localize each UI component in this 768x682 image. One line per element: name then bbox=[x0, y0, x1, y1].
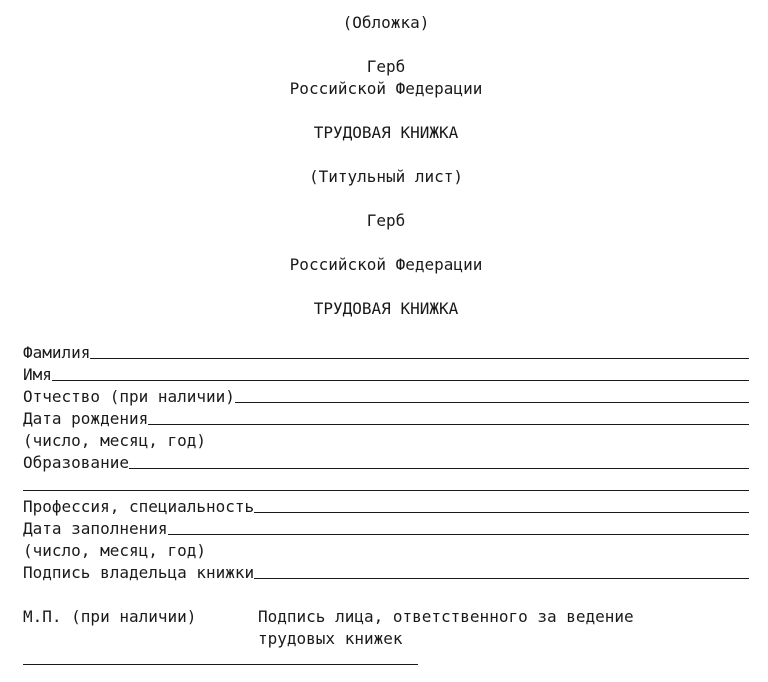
fill-date-label: Дата заполнения bbox=[23, 519, 168, 538]
education-extra-line[interactable] bbox=[23, 490, 749, 491]
title-page-emblem-line1: Герб bbox=[366, 211, 406, 230]
fill-date-line[interactable] bbox=[168, 534, 750, 535]
education-extra-field[interactable] bbox=[23, 474, 749, 496]
birth-date-field[interactable] bbox=[23, 408, 749, 430]
surname-field[interactable] bbox=[23, 342, 749, 364]
footer-row bbox=[23, 606, 749, 650]
profession-field[interactable] bbox=[23, 496, 749, 518]
stamp-label: М.П. (при наличии) bbox=[23, 607, 197, 626]
profession-line[interactable] bbox=[254, 512, 749, 513]
patronymic-line[interactable] bbox=[235, 402, 749, 403]
cover-note: (Обложка) bbox=[342, 13, 430, 32]
cover-title: ТРУДОВАЯ КНИЖКА bbox=[313, 123, 459, 142]
education-label: Образование bbox=[23, 453, 129, 472]
surname-line[interactable] bbox=[90, 358, 749, 359]
patronymic-label: Отчество (при наличии) bbox=[23, 387, 235, 406]
name-line[interactable] bbox=[52, 380, 749, 381]
title-page-note: (Титульный лист) bbox=[308, 167, 464, 186]
responsible-signature-label: Подпись лица, ответственного за ведение трудовых книжек bbox=[258, 607, 644, 648]
responsible-signature-line[interactable] bbox=[23, 664, 418, 665]
fill-date-hint: (число, месяц, год) bbox=[23, 541, 207, 560]
surname-label: Фамилия bbox=[23, 343, 91, 362]
name-label: Имя bbox=[23, 365, 52, 384]
birth-date-line[interactable] bbox=[148, 424, 749, 425]
title-page-emblem-line2: Российской Федерации bbox=[289, 255, 483, 274]
birth-date-label: Дата рождения bbox=[23, 409, 149, 428]
education-line[interactable] bbox=[129, 468, 749, 469]
name-field[interactable] bbox=[23, 364, 749, 386]
cover-emblem-line1: Герб bbox=[366, 57, 406, 76]
owner-signature-label: Подпись владельца книжки bbox=[23, 563, 255, 582]
owner-signature-field[interactable] bbox=[23, 562, 749, 584]
cover-emblem-line2: Российской Федерации bbox=[289, 79, 483, 98]
title-page-title: ТРУДОВАЯ КНИЖКА bbox=[313, 299, 459, 318]
fill-date-field[interactable] bbox=[23, 518, 749, 540]
labor-book-form bbox=[23, 12, 749, 665]
patronymic-field[interactable] bbox=[23, 386, 749, 408]
profession-label: Профессия, специальность bbox=[23, 497, 255, 516]
birth-date-hint: (число, месяц, год) bbox=[23, 431, 207, 450]
owner-signature-line[interactable] bbox=[254, 578, 749, 579]
education-field[interactable] bbox=[23, 452, 749, 474]
